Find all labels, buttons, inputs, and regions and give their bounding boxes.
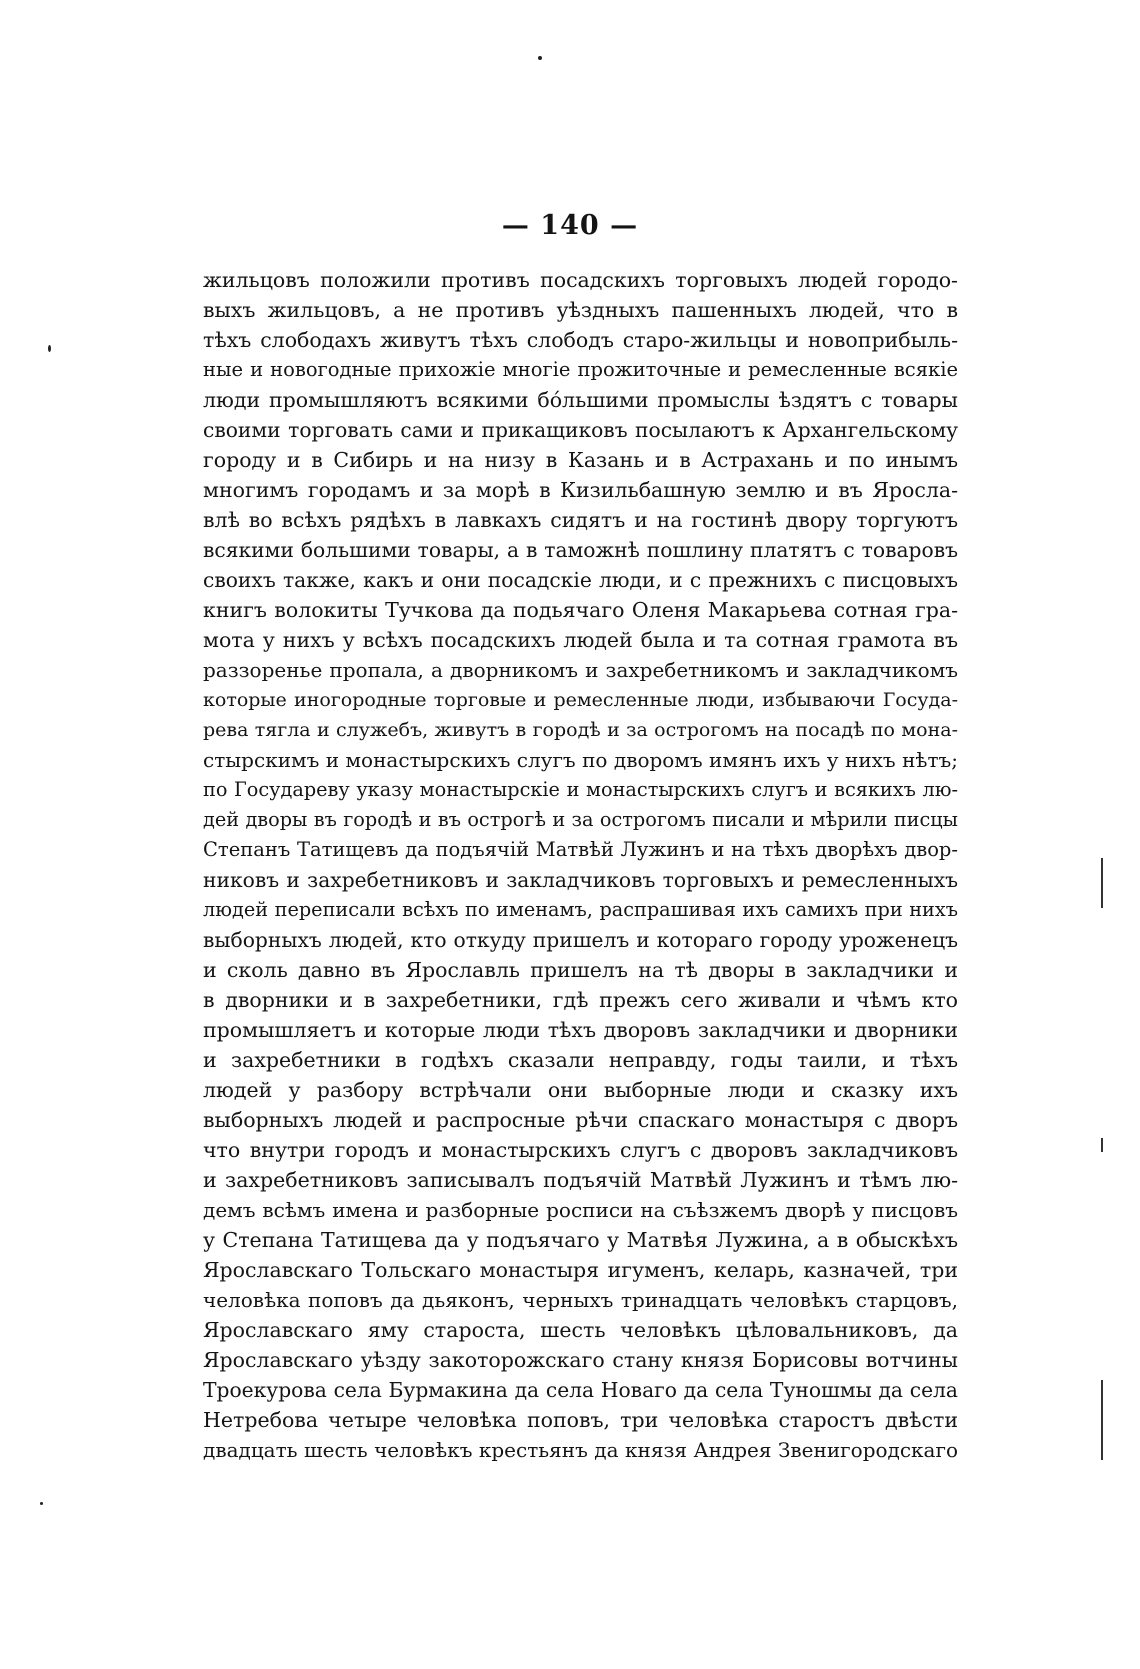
scan-edge-mark xyxy=(1101,858,1103,908)
scan-speck xyxy=(40,1502,43,1505)
text-line: двадцать шесть человѣкъ крестьянъ да князя Андрея Звенигородскаго xyxy=(203,1438,958,1462)
text-line: людей переписали всѣхъ по именамъ, распрашивая ихъ самихъ при нихъ xyxy=(203,898,958,921)
body-text xyxy=(203,265,958,1465)
scan-edge-mark xyxy=(1101,1138,1103,1152)
text-line: никовъ и захребетниковъ и закладчиковъ торговыхъ и ремесленныхъ xyxy=(203,868,958,892)
text-line: Ярославскаго яму староста, шесть человѣкъ цѣловальниковъ, да xyxy=(203,1318,958,1342)
text-line: рева тягла и служебъ, живутъ в городѣ и за острогомъ на посадѣ по мона- xyxy=(203,719,958,741)
text-line: выборныхъ людей, кто откуду пришелъ и котораго городу уроженецъ xyxy=(203,928,958,952)
text-line: люди промышляютъ всякими бо́льшими промыслы ѣздятъ с товары xyxy=(203,388,958,412)
text-line: демъ всѣмъ имена и разборные росписи на съѣзжемъ дворѣ у писцовъ xyxy=(203,1198,958,1222)
text-line: которые иногородные торговые и ремесленные люди, избываючи Госуда- xyxy=(203,689,958,711)
text-line: по Государеву указу монастырскіе и монастырскихъ слугъ и всякихъ лю- xyxy=(203,778,958,801)
scan-speck xyxy=(538,56,542,60)
text-line: многимъ городамъ и за морѣ в Кизильбашную землю и въ Яросла- xyxy=(203,478,958,502)
text-line: жильцовъ положили противъ посадскихъ торговыхъ людей городо- xyxy=(203,268,958,292)
text-line: Ярославскаго Тольскаго монастыря игуменъ, келарь, казначей, три xyxy=(203,1258,958,1282)
text-line: и захребетники в годѣхъ сказали неправду, годы таили, и тѣхъ xyxy=(203,1048,958,1072)
text-line: своихъ также, какъ и они посадскіе люди, и с прежнихъ с писцовыхъ xyxy=(203,568,958,592)
text-line: городу и в Сибирь и на низу в Казань и в Астрахань и по инымъ xyxy=(203,448,958,472)
text-line: Нетребова четыре человѣка поповъ, три человѣка старостъ двѣсти xyxy=(203,1408,958,1432)
text-line: стырскимъ и монастырскихъ слугъ по дворомъ имянъ ихъ у нихъ нѣтъ; xyxy=(203,748,958,772)
text-line: промышляетъ и которые люди тѣхъ дворовъ закладчики и дворники xyxy=(203,1018,958,1042)
text-line: выборныхъ людей и распросные рѣчи спаскаго монастыря с дворъ xyxy=(203,1108,958,1132)
text-line: Ярославскаго уѣзду закоторожскаго стану князя Борисовы вотчины xyxy=(203,1348,958,1372)
text-line: ные и новогодные прихожіе многіе прожиточные и ремесленные всякіе xyxy=(203,358,958,381)
text-line: раззоренье пропала, а дворникомъ и захребетникомъ и закладчикомъ xyxy=(203,658,958,682)
text-line: влѣ во всѣхъ рядѣхъ в лавкахъ сидятъ и на гостинѣ двору торгуютъ xyxy=(203,508,958,532)
text-line: и сколь давно въ Ярославль пришелъ на тѣ дворы в закладчики и xyxy=(203,958,958,982)
text-line: своими торговать сами и прикащиковъ посылаютъ к Архангельскому xyxy=(203,418,958,442)
text-line: у Степана Татищева да у подъячаго у Матвѣя Лужина, а в обыскѣхъ xyxy=(203,1228,958,1252)
text-line: в дворники и в захребетники, гдѣ прежъ сего живали и чѣмъ кто xyxy=(203,988,958,1012)
page-number: — 140 — xyxy=(501,210,639,241)
text-line: мота у нихъ у всѣхъ посадскихъ людей была и та сотная грамота въ xyxy=(203,628,958,652)
text-line: всякими большими товары, а в таможнѣ пошлину платятъ с товаровъ xyxy=(203,538,958,562)
scan-speck xyxy=(48,345,51,352)
text-line: книгъ волокиты Тучкова да подьячаго Оленя Макарьева сотная гра- xyxy=(203,598,958,622)
text-line: выхъ жильцовъ, а не противъ уѣздныхъ пашенныхъ людей, что в xyxy=(203,298,958,322)
text-line: Троекурова села Бурмакина да села Новаго да села Туношмы да села xyxy=(203,1378,958,1402)
text-line: и захребетниковъ записывалъ подъячій Матвѣй Лужинъ и тѣмъ лю- xyxy=(203,1168,958,1192)
text-line: людей у разбору встрѣчали они выборные люди и сказку ихъ xyxy=(203,1078,958,1102)
scan-edge-mark xyxy=(1101,1380,1103,1460)
text-line: Степанъ Татищевъ да подъячій Матвѣй Лужинъ и на тѣхъ дворѣхъ двор- xyxy=(203,838,958,861)
text-line: человѣка поповъ да дьяконъ, черныхъ тринадцать человѣкъ старцовъ, xyxy=(203,1288,958,1312)
text-line: тѣхъ слободахъ живутъ тѣхъ слободъ старо-жильцы и новоприбыль- xyxy=(203,328,958,352)
text-line: дей дворы въ городѣ и въ острогѣ и за острогомъ писали и мѣрили писцы xyxy=(203,808,958,831)
text-line: что внутри городъ и монастырскихъ слугъ с дворовъ закладчиковъ xyxy=(203,1138,958,1162)
